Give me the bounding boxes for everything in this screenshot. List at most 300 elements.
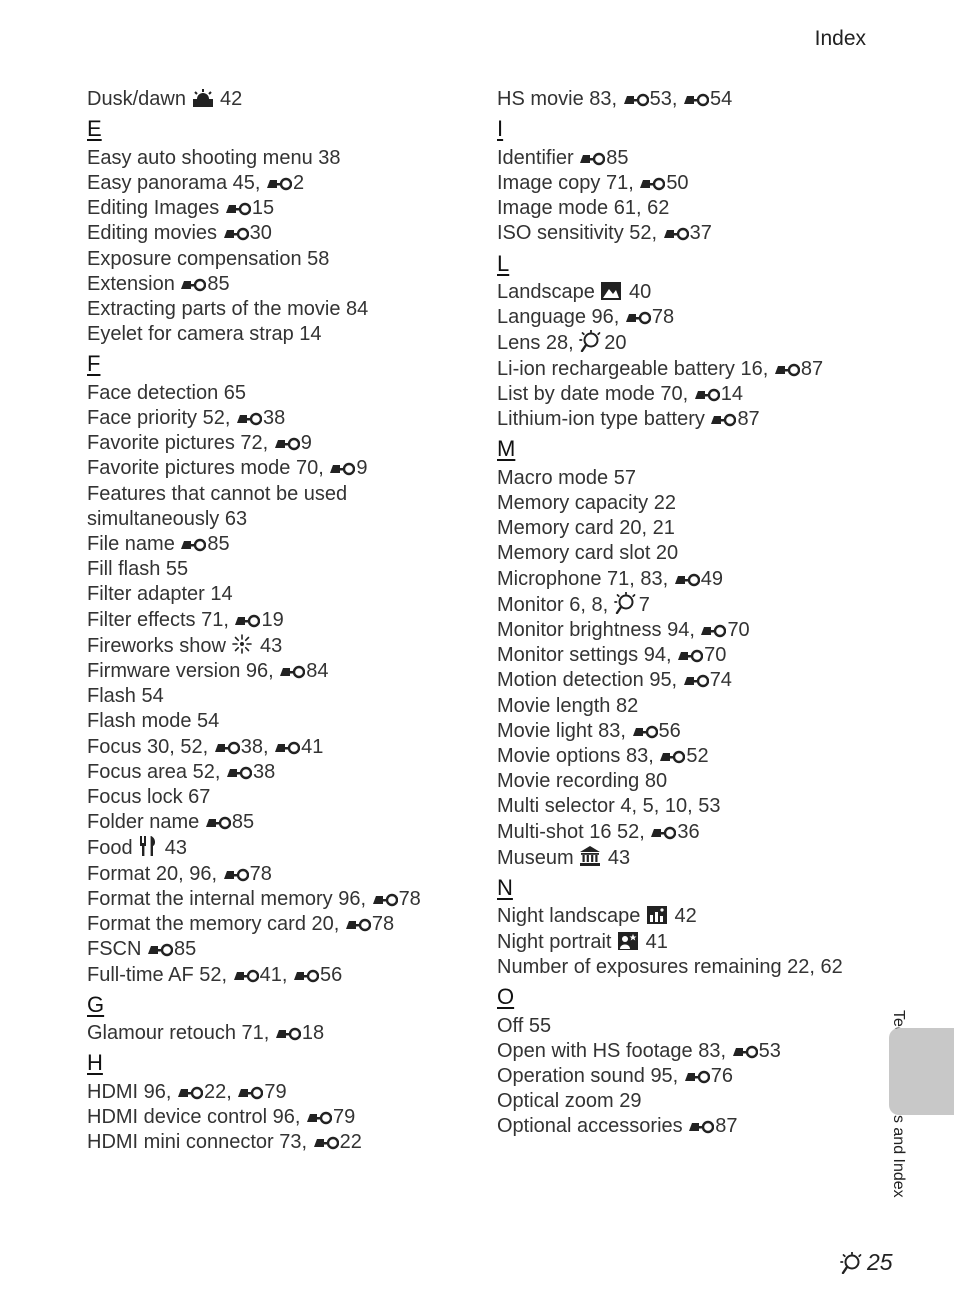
entry-page: 43 — [159, 837, 187, 860]
entry-page: 43 — [254, 634, 283, 657]
index-entry — [87, 272, 467, 297]
index-entry — [87, 1021, 467, 1046]
reference-icon — [266, 176, 292, 192]
entry-text: HDMI 96, — [87, 1080, 178, 1103]
reference-icon — [345, 917, 371, 933]
entry-text: Full-time AF 52, — [87, 963, 233, 986]
reference-page-number: 50 — [666, 171, 689, 194]
entry-text: Exposure compensation 58 — [87, 247, 330, 270]
museum-icon — [579, 845, 601, 867]
reference-page-number: 38 — [252, 760, 276, 783]
dusk-dawn-icon — [192, 88, 214, 108]
reference-icon — [663, 226, 689, 242]
entry-text: Multi selector 4, 5, 10, 53 — [497, 795, 721, 818]
index-entry — [497, 769, 877, 794]
entry-text: Favorite pictures mode 70, — [87, 457, 330, 480]
entry-page: 7 — [638, 593, 650, 616]
index-entry — [87, 1105, 467, 1130]
reference-page — [700, 619, 749, 641]
entry-text: Night portrait — [497, 930, 612, 953]
index-entry — [497, 305, 877, 330]
reference-page — [223, 222, 272, 244]
reference-page-number: 78 — [651, 306, 675, 329]
entry-page: 42 — [669, 905, 697, 928]
index-entry — [497, 382, 877, 407]
reference-page-number: 87 — [715, 1115, 738, 1138]
reference-icon — [683, 673, 709, 689]
reference-icon — [313, 1135, 339, 1151]
index-entry — [87, 406, 467, 431]
entry-page: 43 — [602, 846, 631, 869]
reference-page — [639, 172, 688, 194]
reference-page — [683, 669, 732, 691]
reference-page — [625, 306, 674, 328]
reference-page-number: 85 — [174, 938, 197, 961]
reference-page-number: 30 — [249, 222, 272, 245]
index-entry — [497, 820, 877, 845]
reference-icon — [625, 310, 651, 326]
entry-text: Optical zoom 29 — [497, 1090, 642, 1113]
index-letter-heading: N — [497, 874, 513, 900]
entry-text: Format the memory card 20, — [87, 913, 345, 936]
reference-page — [275, 1022, 324, 1044]
entry-text: Lens 28, — [497, 332, 580, 355]
index-letter-heading: E — [87, 116, 102, 142]
entry-text: Movie recording 80 — [497, 770, 668, 793]
entry-text: File name — [87, 533, 181, 556]
index-entry — [497, 541, 877, 566]
night-portrait-icon — [617, 931, 639, 951]
entry-text: Focus 30, 52, — [87, 735, 214, 758]
reference-icon — [632, 724, 658, 740]
reference-page-number: 74 — [709, 669, 732, 692]
entry-text: Image mode 61, 62 — [497, 197, 670, 220]
entry-text: Format 20, 96, — [87, 862, 223, 885]
entry-text: Dusk/dawn — [87, 88, 186, 110]
index-letter-heading: L — [497, 250, 510, 276]
entry-text: Optional accessories — [497, 1115, 689, 1138]
index-entry — [87, 507, 467, 532]
entry-text: Operation sound 95, — [497, 1065, 684, 1087]
entry-page: 20 — [604, 332, 627, 355]
entry-text: List by date mode 70, — [497, 382, 694, 405]
entry-text: Night landscape — [497, 905, 641, 928]
reference-page-number: 84 — [306, 660, 329, 683]
index-entry — [87, 709, 467, 734]
reference-page — [225, 197, 274, 219]
reference-page — [306, 1106, 355, 1128]
entry-text: HDMI device control 96, — [87, 1106, 306, 1129]
reference-icon — [700, 623, 726, 639]
index-entry — [87, 196, 467, 221]
reference-page — [774, 358, 823, 380]
entry-text: FSCN — [87, 938, 147, 961]
reference-page — [180, 273, 229, 295]
fireworks-icon — [231, 633, 253, 655]
index-letter-heading: F — [87, 351, 101, 377]
reference-page — [313, 1131, 362, 1153]
entry-text: Memory capacity 22 — [497, 491, 676, 514]
index-entry — [87, 557, 467, 582]
reference-page-number: 41 — [259, 963, 282, 986]
index-entry — [497, 407, 877, 432]
entry-text: Food — [87, 837, 133, 860]
entry-text: Extension — [87, 272, 181, 295]
reference-icon — [659, 749, 685, 765]
index-entry — [497, 146, 877, 171]
reference-page — [214, 736, 263, 758]
reference-page — [650, 821, 699, 843]
index-entry — [497, 618, 877, 643]
reference-icon — [684, 1069, 710, 1085]
index-entry — [497, 280, 877, 305]
reference-page-number: 22 — [204, 1080, 227, 1103]
reference-page-number: 79 — [264, 1080, 287, 1103]
reference-page — [234, 609, 283, 631]
reference-page-number: 14 — [720, 382, 744, 405]
reference-icon — [774, 362, 800, 378]
entry-text: Memory card slot 20 — [497, 542, 679, 565]
reference-page-number: 78 — [371, 913, 395, 936]
reference-page — [623, 88, 672, 110]
reference-icon — [233, 968, 259, 984]
page-number — [840, 1249, 893, 1276]
reference-icon — [579, 151, 605, 167]
index-entry — [497, 1064, 877, 1089]
reference-page-number: 22 — [339, 1131, 362, 1154]
landscape-icon — [600, 281, 622, 301]
entry-text: Identifier — [497, 146, 580, 169]
entry-text: Editing Images — [87, 197, 225, 220]
index-entry — [497, 930, 877, 955]
index-entry — [87, 171, 467, 196]
index-entry — [497, 516, 877, 541]
entry-text: ISO sensitivity 52, — [497, 222, 663, 245]
entry-text: Monitor 6, 8, — [497, 593, 614, 616]
reference-page-number: 70 — [704, 644, 727, 667]
reference-icon — [177, 1085, 203, 1101]
index-entry: Full-time AF 52, 41, 56 — [87, 963, 343, 986]
entry-text: Features that cannot be used — [87, 482, 348, 505]
reference-icon — [147, 942, 173, 958]
index-entry — [87, 87, 467, 112]
food-icon — [138, 835, 158, 857]
entry-text: HS movie 83, — [497, 88, 623, 110]
entry-text: Landscape — [497, 281, 595, 304]
index-entry — [497, 330, 877, 356]
entry-text: Extracting parts of the movie 84 — [87, 297, 369, 320]
reference-icon — [223, 867, 249, 883]
index-letter-heading: M — [497, 436, 516, 462]
reference-icon — [650, 825, 676, 841]
reference-icon — [293, 968, 319, 984]
reference-icon — [683, 92, 709, 108]
entry-text: Macro mode 57 — [497, 466, 636, 489]
entry-text: Language 96, — [497, 306, 625, 329]
index-entry — [497, 1114, 877, 1139]
reference-icon — [329, 461, 355, 477]
index-entry: Focus 30, 52, 38, 41 — [87, 735, 324, 758]
entry-text: Focus area 52, — [87, 760, 226, 783]
reference-page-number: 79 — [332, 1106, 356, 1129]
reference-icon — [279, 664, 305, 680]
index-column-right — [497, 87, 877, 1140]
reference-icon — [677, 648, 703, 664]
index-entry — [87, 760, 467, 785]
reference-page-number: 78 — [398, 887, 421, 910]
reference-page — [233, 964, 282, 986]
entry-text: Image copy 71, — [497, 171, 640, 194]
running-header: Index — [814, 27, 866, 50]
entry-text: Off 55 — [497, 1014, 552, 1037]
entry-text: Face priority 52, — [87, 407, 236, 430]
page-number-value: 25 — [867, 1249, 893, 1275]
reference-page-number: 85 — [207, 272, 230, 295]
reference-page-number: 53 — [758, 1039, 781, 1062]
index-entry — [87, 785, 467, 810]
index-entry — [497, 592, 877, 618]
reference-page — [226, 761, 275, 783]
reference-page — [663, 222, 712, 244]
entry-text: HDMI mini connector 73, — [87, 1131, 313, 1154]
reference-page-number: 36 — [677, 820, 700, 843]
index-entry — [497, 694, 877, 719]
entry-text: Movie length 82 — [497, 694, 639, 717]
reference-page — [579, 147, 628, 169]
reference-page-number: 37 — [689, 222, 712, 245]
entry-text: Monitor brightness 94, — [497, 618, 701, 641]
reference-page — [372, 888, 421, 910]
index-entry: HS movie 83, 53, 54 — [497, 88, 733, 110]
entry-text: Multi-shot 16 52, — [497, 820, 651, 843]
entry-text: Format the internal memory 96, — [87, 887, 372, 910]
technical-notes-icon — [840, 1252, 864, 1274]
entry-text: Fireworks show — [87, 634, 226, 657]
entry-text: Number of exposures remaining 22, 62 — [497, 955, 843, 978]
index-entry — [87, 247, 467, 272]
reference-page — [147, 938, 196, 960]
reference-icon — [226, 765, 252, 781]
reference-icon — [234, 613, 260, 629]
index-entry — [497, 567, 877, 592]
reference-page-number: 85 — [231, 811, 255, 834]
entry-text: Flash mode 54 — [87, 710, 220, 733]
reference-page — [688, 1115, 737, 1137]
entry-text: Memory card 20, 21 — [497, 517, 675, 540]
reference-page — [180, 533, 229, 555]
reference-page — [329, 457, 367, 479]
reference-page — [732, 1040, 781, 1062]
index-entry — [87, 912, 467, 937]
index-entry — [87, 146, 467, 171]
index-entry: HDMI 96, 22, 79 — [87, 1080, 287, 1103]
index-entry — [87, 1130, 467, 1155]
index-entry — [87, 887, 467, 912]
entry-text: Filter adapter 14 — [87, 583, 233, 606]
index-letter-heading: I — [497, 116, 504, 142]
index-entry — [497, 1014, 877, 1039]
index-letter-heading: H — [87, 1050, 103, 1076]
reference-page-number: 54 — [709, 88, 733, 110]
reference-icon — [732, 1044, 758, 1060]
reference-page — [684, 1065, 733, 1087]
reference-icon — [306, 1110, 332, 1126]
entry-page: 40 — [623, 281, 652, 304]
reference-page-number: 15 — [251, 197, 275, 220]
entry-text: Face detection 65 — [87, 381, 246, 404]
reference-page — [694, 383, 743, 405]
index-entry — [87, 633, 467, 659]
entry-text: Editing movies — [87, 222, 223, 245]
reference-page-number: 52 — [686, 744, 709, 767]
index-entry — [497, 643, 877, 668]
index-entry — [497, 744, 877, 769]
index-entry — [87, 297, 467, 322]
reference-page-number: 78 — [249, 862, 272, 885]
reference-icon — [205, 815, 231, 831]
reference-page-number: 38 — [240, 735, 263, 758]
index-entry — [497, 196, 877, 221]
entry-text: Motion detection 95, — [497, 669, 683, 692]
entry-text: Folder name — [87, 811, 205, 834]
index-entry — [87, 810, 467, 835]
index-letter-heading: G — [87, 991, 105, 1017]
reference-icon — [688, 1119, 714, 1135]
reference-page-number: 56 — [319, 963, 343, 986]
reference-icon — [275, 1026, 301, 1042]
reference-page-number: 56 — [658, 719, 681, 742]
index-entry — [497, 845, 877, 871]
night-landscape-icon — [646, 905, 668, 925]
index-entry — [87, 431, 467, 456]
reference-page-number: 87 — [800, 357, 824, 380]
entry-text: Open with HS footage 83, — [497, 1039, 732, 1062]
entry-text: Favorite pictures 72, — [87, 432, 274, 455]
technical-notes-icon — [614, 592, 638, 614]
reference-page — [274, 432, 312, 454]
index-entry — [87, 659, 467, 684]
entry-text: Movie light 83, — [497, 719, 632, 742]
index-entry — [87, 835, 467, 861]
entry-text: Microphone 71, 83, — [497, 567, 674, 590]
index-entry — [87, 862, 467, 887]
reference-icon — [674, 572, 700, 588]
entry-text: Movie options 83, — [497, 744, 660, 767]
index-entry — [497, 466, 877, 491]
reference-icon — [623, 92, 649, 108]
reference-page-number: 9 — [356, 457, 368, 480]
entry-page: 41 — [640, 930, 668, 953]
reference-icon — [710, 412, 736, 428]
reference-page — [710, 408, 759, 430]
reference-icon — [214, 740, 240, 756]
reference-page — [236, 407, 285, 429]
reference-icon — [694, 387, 720, 403]
entry-text: Firmware version 96, — [87, 660, 280, 683]
entry-text: Museum — [497, 846, 574, 869]
reference-page — [274, 736, 323, 758]
index-entry — [87, 322, 467, 347]
index-entry — [87, 937, 467, 962]
entry-text: Flash 54 — [87, 685, 164, 708]
index-entry — [497, 491, 877, 516]
index-entry — [497, 794, 877, 819]
reference-page-number: 18 — [301, 1022, 325, 1045]
reference-icon — [237, 1085, 263, 1101]
index-entry — [87, 684, 467, 709]
reference-page — [683, 88, 732, 110]
entry-text: Li-ion rechargeable battery 16, — [497, 357, 774, 380]
reference-page-number: 2 — [293, 171, 305, 194]
reference-page-number: 85 — [606, 146, 629, 169]
index-entry — [497, 1089, 877, 1114]
reference-page — [205, 811, 254, 833]
entry-text: Monitor settings 94, — [497, 644, 678, 667]
index-entry — [87, 221, 467, 246]
reference-icon — [639, 176, 665, 192]
reference-page — [674, 568, 723, 590]
index-entry — [497, 904, 877, 929]
reference-icon — [180, 277, 206, 293]
index-entry — [497, 668, 877, 693]
entry-text: Glamour retouch 71, — [87, 1022, 275, 1045]
reference-icon — [274, 740, 300, 756]
reference-page — [266, 172, 304, 194]
entry-text: Easy auto shooting menu 38 — [87, 146, 341, 169]
reference-page-number: 70 — [727, 618, 750, 641]
entry-text: Easy panorama 45, — [87, 171, 266, 194]
reference-page — [632, 720, 681, 742]
reference-page-number: 53 — [649, 88, 672, 110]
reference-icon — [223, 226, 249, 242]
reference-page-number: 49 — [700, 567, 724, 590]
entry-text: simultaneously 63 — [87, 507, 248, 530]
reference-icon — [180, 537, 206, 553]
entry-text: Fill flash 55 — [87, 558, 189, 581]
reference-page — [659, 745, 708, 767]
reference-page-number: 85 — [207, 533, 230, 556]
reference-icon — [225, 201, 251, 217]
reference-icon — [274, 436, 300, 452]
index-entry — [87, 582, 467, 607]
reference-icon — [372, 892, 398, 908]
index-entry — [497, 171, 877, 196]
entry-text: Eyelet for camera strap 14 — [87, 323, 322, 346]
entry-text: Filter effects 71, — [87, 608, 235, 631]
reference-page-number: 9 — [300, 432, 312, 455]
index-entry — [87, 482, 467, 507]
entry-text: Lithium-ion type battery — [497, 408, 711, 431]
index-entry — [87, 532, 467, 557]
reference-icon — [236, 411, 262, 427]
reference-page-number: 19 — [261, 608, 284, 631]
index-letter-heading: O — [497, 984, 515, 1010]
reference-page — [677, 644, 726, 666]
reference-page — [223, 863, 272, 885]
reference-page — [293, 964, 342, 986]
reference-page — [279, 660, 328, 682]
reference-page-number: 76 — [710, 1065, 734, 1087]
reference-page — [177, 1081, 226, 1103]
entry-page: 42 — [214, 88, 243, 110]
technical-notes-icon — [579, 330, 603, 352]
reference-page-number: 87 — [737, 408, 760, 431]
reference-page — [345, 913, 394, 935]
index-entry — [87, 456, 467, 481]
index-entry — [497, 1039, 877, 1064]
reference-page — [237, 1081, 286, 1103]
index-entry — [497, 719, 877, 744]
